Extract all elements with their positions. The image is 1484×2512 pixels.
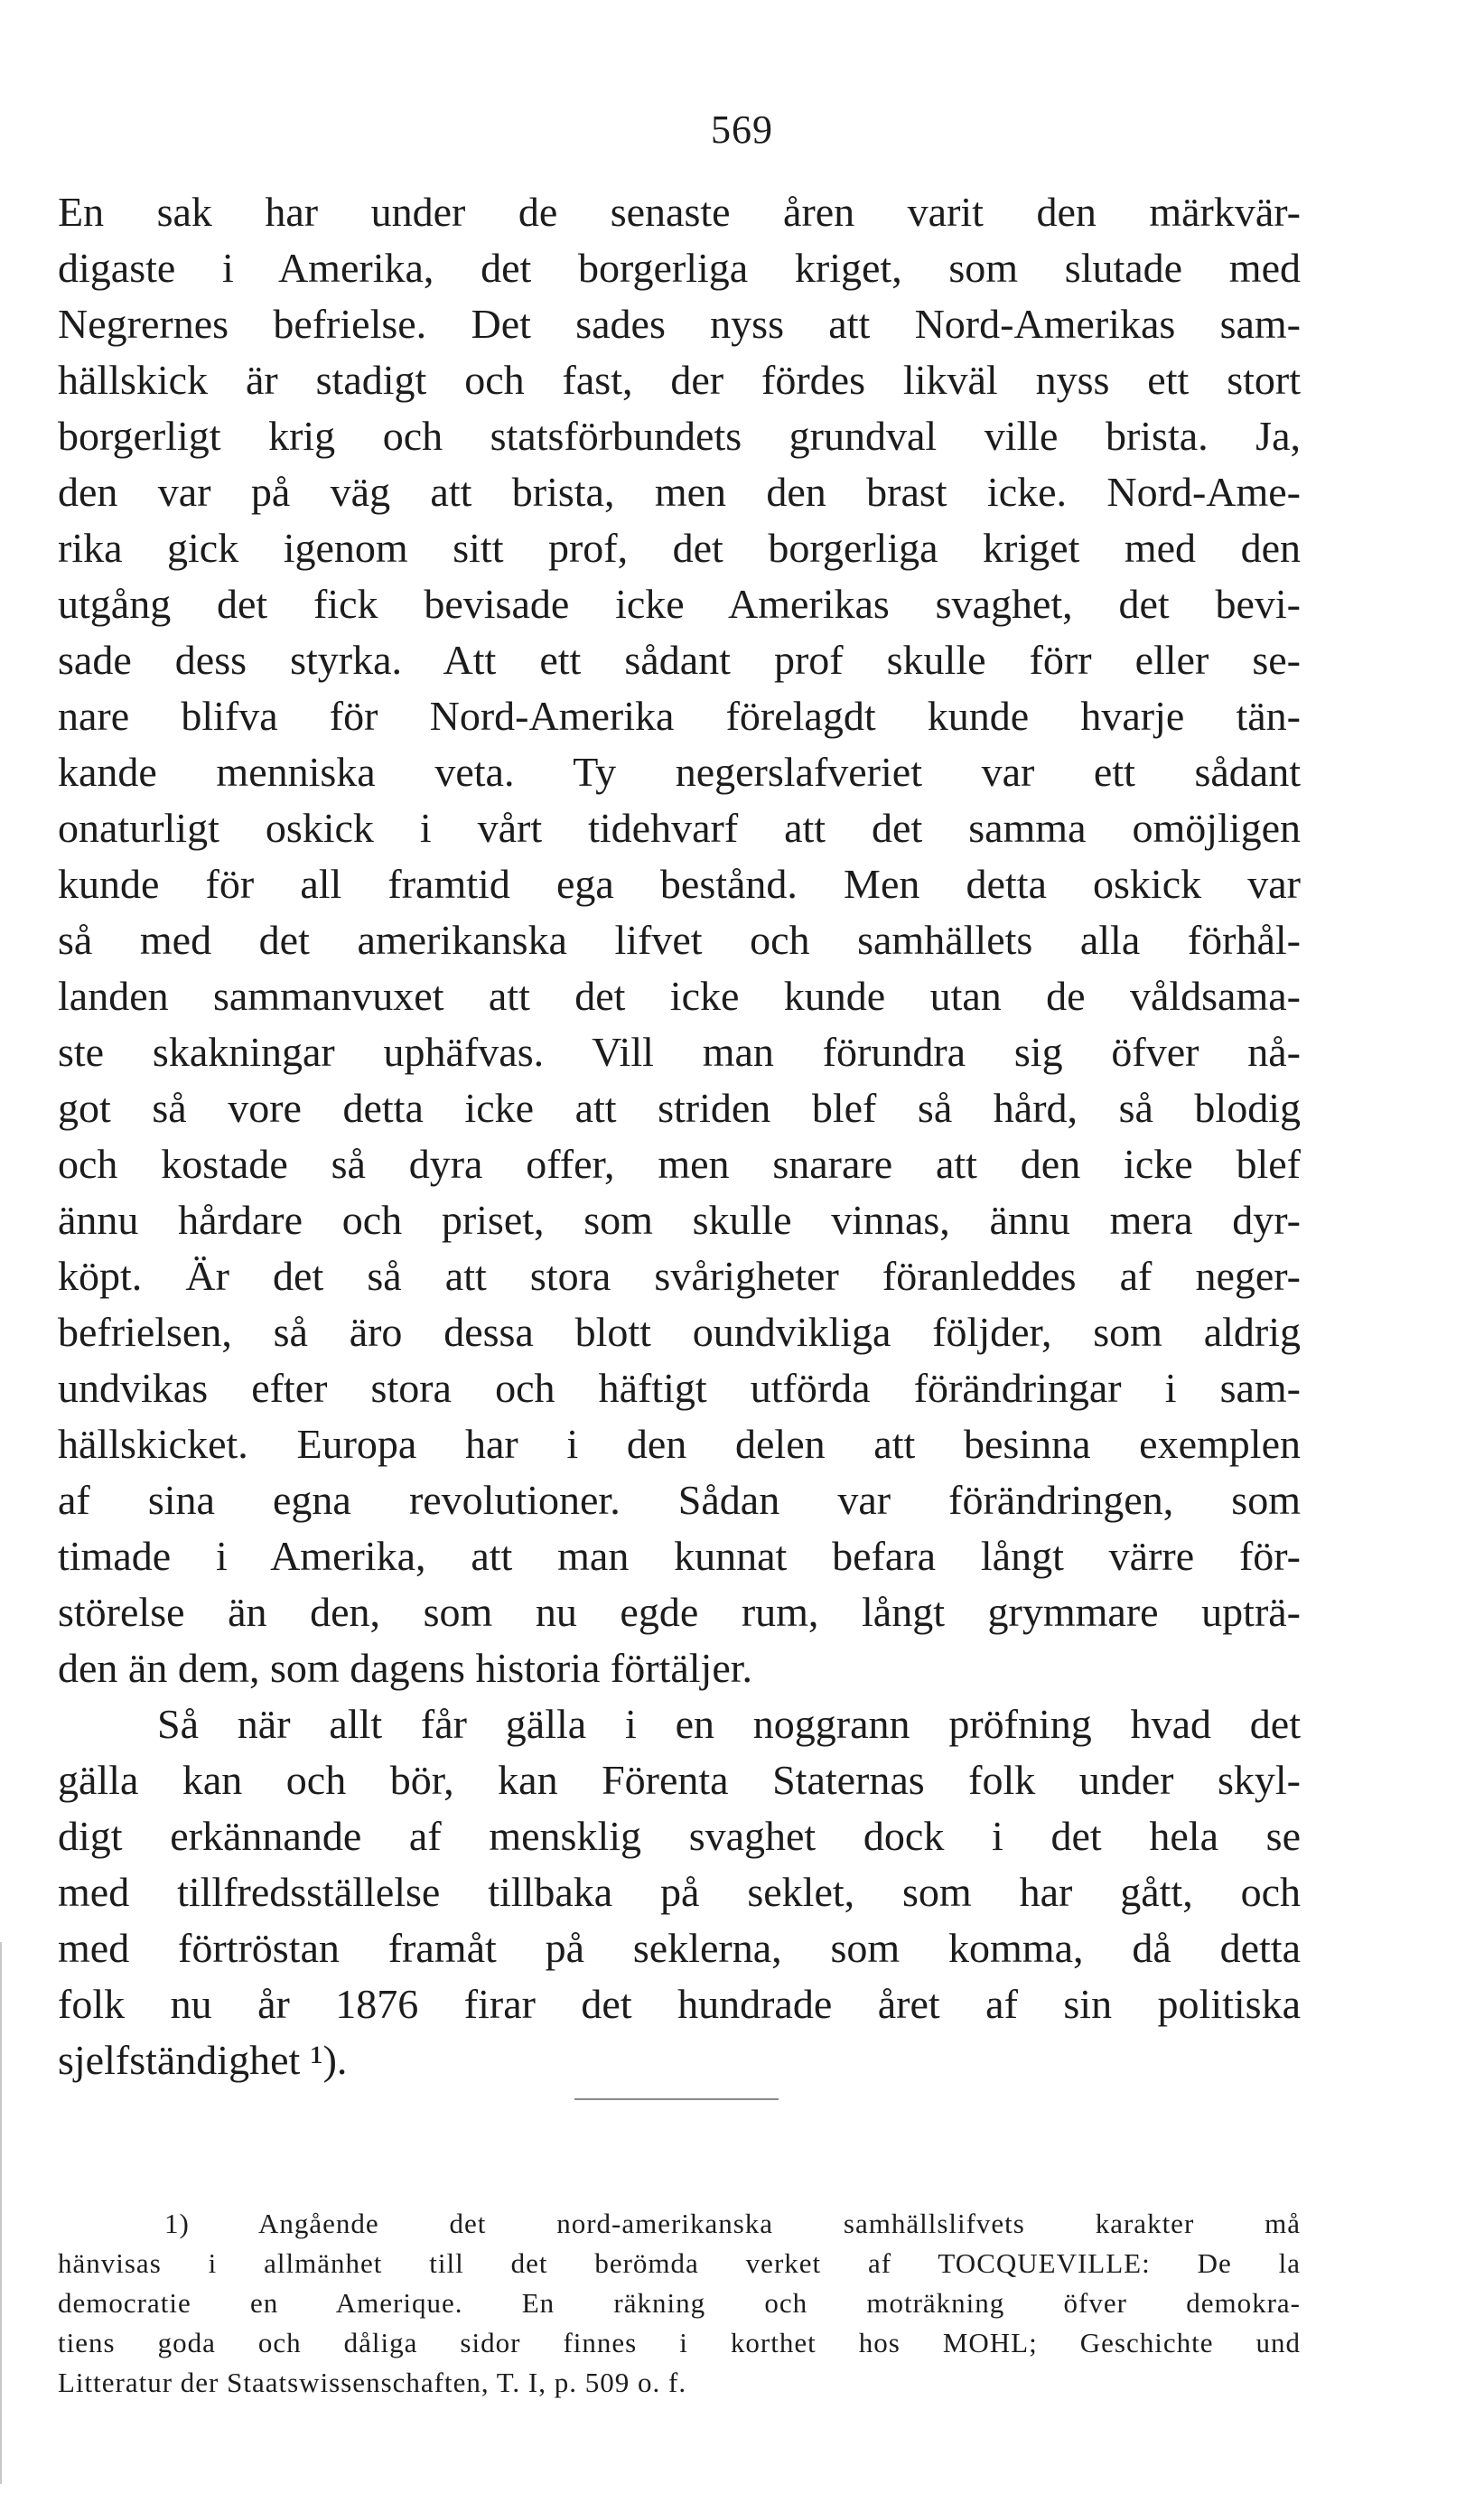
text-line: så med det amerikanska lifvet och samhällets alla förhål- [58,917,1301,963]
page-number: 569 [711,107,773,152]
text-line: onaturligt oskick i vårt tidehvarf att det samma omöjligen [58,805,1301,851]
footnote-line: Litteratur der Staatswissenschaften, T. I, p. 509 o. f. [58,2367,687,2398]
text-line: hällskick är stadigt och fast, der fördes likväl nyss ett stort [58,357,1301,403]
text-line: gälla kan och bör, kan Förenta Staternas folk under skyl- [58,1757,1301,1803]
text-line: köpt. Är det så att stora svårigheter föranleddes af neger- [58,1253,1301,1299]
text-line: hällskicket. Europa har i den delen att besinna exemplen [58,1421,1301,1467]
text-line: befrielsen, så äro dessa blott oundvikliga följder, som aldrig [58,1309,1301,1355]
scan-margin-rule [0,1942,2,2484]
text-line: störelse än den, som nu egde rum, långt grymmare upträ- [58,1589,1301,1635]
footnote-line: democratie en Amerique. En räkning och moträkning öfver demokra- [58,2287,1301,2319]
text-line: timade i Amerika, att man kunnat befara långt värre för- [58,1533,1301,1579]
text-line: ännu hårdare och priset, som skulle vinnas, ännu mera dyr- [58,1197,1301,1243]
text-line: sade dess styrka. Att ett sådant prof skulle förr eller se- [58,637,1301,683]
text-line: sjelfständighet ¹). [58,2037,348,2083]
text-line: Negrernes befrielse. Det sades nyss att Nord-Amerikas sam- [58,301,1301,347]
text-line: och kostade så dyra offer, men snarare att den icke blef [58,1141,1301,1187]
text-line: digt erkännande af mensklig svaghet dock i det hela se [58,1813,1301,1859]
main-text [58,184,1301,2088]
text-line: rika gick igenom sitt prof, det borgerliga kriget med den [58,525,1301,571]
text-line: ste skakningar uphäfvas. Vill man förundra sig öfver nå- [58,1029,1301,1075]
text-line: folk nu år 1876 firar det hundrade året af sin politiska [58,1981,1301,2027]
text-line: utgång det fick bevisade icke Amerikas svaghet, det bevi- [58,581,1301,627]
text-line: undvikas efter stora och häftigt utförda förändringar i sam- [58,1365,1301,1411]
text-line: med tillfredsställelse tillbaka på seklet, som har gått, och [58,1869,1301,1915]
text-line: digaste i Amerika, det borgerliga kriget, som slutade med [58,245,1301,291]
footnote [58,2204,1301,2403]
text-line: got så vore detta icke att striden blef så hård, så blodig [58,1085,1301,1131]
text-line: En sak har under de senaste åren varit den märkvär- [58,189,1301,235]
footnote-divider [574,2098,779,2100]
footnote-line: 1) Angående det nord-amerikanska samhällslifvets karakter må [164,2208,1301,2239]
footnote-line: hänvisas i allmänhet till det berömda verket af TOCQUEVILLE: De la [58,2247,1301,2279]
footnote-line: tiens goda och dåliga sidor finnes i korthet hos MOHL; Geschichte und [58,2327,1301,2358]
text-line: den var på väg att brista, men den brast icke. Nord-Ame- [58,469,1301,515]
text-line: nare blifva för Nord-Amerika förelagdt kunde hvarje tän- [58,693,1301,739]
text-line: borgerligt krig och statsförbundets grundval ville brista. Ja, [58,413,1301,459]
text-line: kunde för all framtid ega bestånd. Men detta oskick var [58,861,1301,907]
text-line: med förtröstan framåt på seklerna, som komma, då detta [58,1925,1301,1971]
text-line: Så när allt får gälla i en noggrann pröfning hvad det [157,1701,1301,1747]
text-line: kande menniska veta. Ty negerslafveriet var ett sådant [58,749,1301,795]
text-line: af sina egna revolutioner. Sådan var förändringen, som [58,1477,1301,1523]
text-line: den än dem, som dagens historia förtäljer. [58,1645,753,1691]
text-line: landen sammanvuxet att det icke kunde utan de våldsama- [58,973,1301,1019]
